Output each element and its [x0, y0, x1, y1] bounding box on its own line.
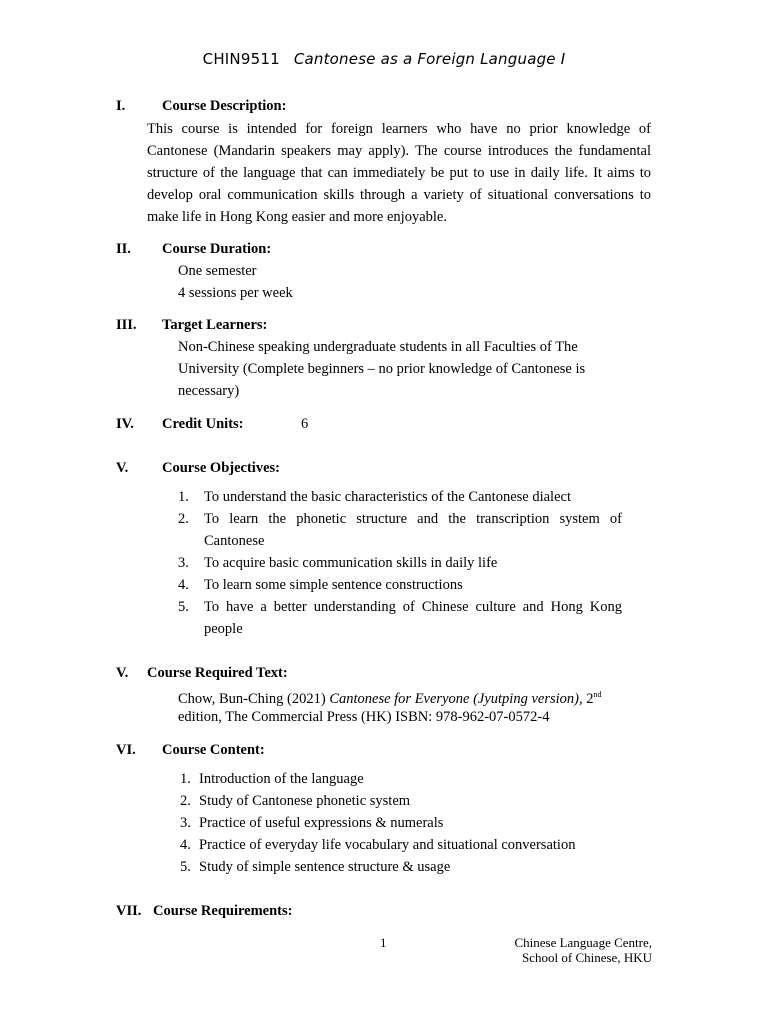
list-number: 4. — [180, 837, 191, 853]
list-text: To have a better understanding of Chinese culture and Hong Kong people — [204, 599, 622, 637]
section-title: Credit Units: — [162, 416, 244, 432]
section-number: II. — [116, 241, 131, 257]
section-heading-required-text — [116, 665, 288, 682]
footer-org-line: Chinese Language Centre, — [514, 935, 652, 950]
list-text: To understand the basic characteristics of the Cantonese dialect — [204, 489, 571, 505]
list-item — [180, 834, 575, 856]
objectives-list — [178, 486, 622, 640]
list-number: 3. — [180, 815, 191, 831]
list-item — [178, 596, 622, 640]
list-number: 4. — [178, 577, 189, 593]
section-number: VI. — [116, 742, 136, 758]
citation-edition-suffix: nd — [593, 690, 602, 699]
list-text: Study of Cantonese phonetic system — [199, 793, 411, 809]
section-heading-description — [116, 98, 286, 115]
section-heading-requirements — [116, 903, 292, 920]
section-number: IV. — [116, 416, 134, 432]
list-item — [178, 574, 622, 596]
section-heading-duration — [116, 241, 271, 258]
course-code: CHIN9511 — [202, 50, 280, 68]
page-number: 1 — [380, 935, 387, 950]
section-title: Course Objectives: — [162, 460, 280, 476]
list-text: To acquire basic communication skills in daily life — [204, 555, 498, 571]
list-item — [178, 552, 622, 574]
section-heading-content — [116, 742, 265, 759]
page-title — [0, 50, 768, 68]
citation-book-title: Cantonese for Everyone (Jyutping version) — [329, 691, 579, 707]
section-title: Course Description: — [162, 98, 287, 114]
section-title: Course Content: — [162, 742, 265, 758]
list-number: 5. — [178, 599, 189, 615]
section-title: Target Learners: — [162, 317, 268, 333]
content-list — [180, 768, 575, 878]
learners-line: Non-Chinese speaking undergraduate students in all Faculties of The — [178, 339, 578, 355]
list-text: Study of simple sentence structure & usage — [199, 859, 451, 875]
section-number: V. — [116, 460, 129, 476]
credit-units-value: 6 — [301, 416, 309, 432]
section-number: I. — [116, 98, 126, 114]
section-heading-credits — [116, 416, 244, 433]
section-title: Course Requirements: — [153, 903, 293, 919]
list-item — [180, 790, 575, 812]
footer-organization — [514, 935, 652, 965]
list-number: 2. — [180, 793, 191, 809]
duration-line: One semester — [178, 263, 257, 279]
list-item — [178, 508, 622, 552]
duration-line: 4 sessions per week — [178, 285, 293, 301]
learners-line: University (Complete beginners – no prior knowledge of Cantonese is — [178, 361, 586, 377]
list-item — [180, 856, 575, 878]
list-number: 1. — [178, 489, 189, 505]
section-title: Course Required Text: — [147, 665, 288, 681]
section-heading-objectives — [116, 460, 280, 477]
required-text-publisher: edition, The Commercial Press (HK) ISBN: 978-962-07-0572-4 — [178, 709, 550, 725]
list-number: 3. — [178, 555, 189, 571]
list-text: Practice of everyday life vocabulary and situational conversation — [199, 837, 576, 853]
section-number: VII. — [116, 903, 142, 919]
list-number: 5. — [180, 859, 191, 875]
section-heading-learners — [116, 317, 267, 334]
list-item — [180, 768, 575, 790]
list-text: To learn some simple sentence constructions — [204, 577, 463, 593]
list-text: To learn the phonetic structure and the transcription system of Cantonese — [204, 511, 622, 549]
learners-line: necessary) — [178, 383, 240, 399]
list-text: Introduction of the language — [199, 771, 364, 787]
section-title: Course Duration: — [162, 241, 272, 257]
list-number: 1. — [180, 771, 191, 787]
course-name: Cantonese as a Foreign Language I — [293, 50, 566, 68]
list-item — [180, 812, 575, 834]
citation-author: Chow, Bun-Ching (2021) — [178, 691, 330, 707]
section-number: III. — [116, 317, 137, 333]
list-item — [178, 486, 622, 508]
section-number: V. — [116, 665, 129, 681]
footer-org-line: School of Chinese, HKU — [522, 950, 652, 965]
description-paragraph: This course is intended for foreign learners who have no prior knowledge of Cantonese (Mandarin speakers may apply). The course introduces the fundamental structure of the language that can immediately be put to use in daily life. It aims to develop oral communication skills through a variety of situational conversations to make life in Hong Kong easier and more enjoyable. — [147, 121, 651, 225]
list-number: 2. — [178, 511, 189, 527]
citation-edition: , 2 — [578, 691, 594, 707]
list-text: Practice of useful expressions & numerals — [199, 815, 444, 831]
